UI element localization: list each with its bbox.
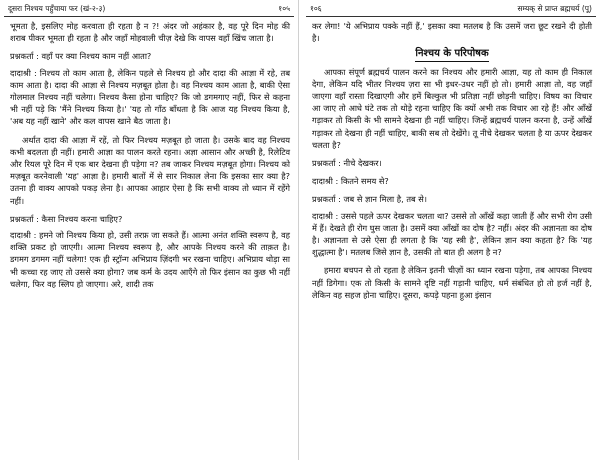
section-heading-text: निश्चय के परिपोषक xyxy=(415,48,488,61)
right-page-body xyxy=(306,17,596,301)
right-page xyxy=(306,0,596,460)
answer-paragraph: दादाश्री : उससे पहले ऊपर देखकर चलता था? उससे तो आँखें कहा जाती हैं और सभी रोग उसी में हैं। देखते ही रोग घुस जाता है। उसमें क्या आँखों का दोष है? नहीं। अंदर की अज्ञानता का दोष है। अज्ञानता से उसे ऐसा ही लगता है कि 'यह स्त्री है', लेकिन ज्ञान क्या कहता है? कि 'यह शुद्धात्मा है'। मतलब जिसे ज्ञान है, उसकी तो बात ही अलग है न? xyxy=(312,210,592,258)
paragraph: कर लेगा! 'ये अभिप्राय पक्के नहीं हैं,' इसका क्या मतलब है कि उसमें जरा छूट रखने दी होती है। xyxy=(312,21,592,44)
left-page-body xyxy=(4,17,294,290)
paragraph: भूमता है, इसलिए मोह करवाता ही रहता है न ?! अंदर जो अहंकार है, वह पूरे दिन मोह की शराब पीकर भूमता ही रहता है और जहाँ मोहवाली चीज़ देखे कि वापस वहाँ खिंच जाता है। xyxy=(10,21,290,44)
right-page-number: १०६ xyxy=(310,4,322,13)
left-header-title: दूसरा निश्चय पहुँचाया फर (खं-२-३) xyxy=(8,4,106,13)
answer-line: दादाश्री : कितने समय से? xyxy=(312,176,389,187)
right-page-header xyxy=(306,0,596,17)
answer-paragraph: दादाश्री : हमने जो निश्चय किया हो, उसी तरफ़ जा सकते हैं। आत्मा अनंत शक्ति स्वरूप है, वह शक्ति प्रकट हो जाएगी। आत्मा निश्चय स्वरूप है, और आपके निश्चय करने की ताक़त है। डगमग डगमग नहीं चलेगा! एक ही स्ट्रॉन्ग अभिप्राय ज़िंदगी भर रखना चाहिए। अभिप्राय थोड़ा सा भी कच्चा रह जाए तो उससे क्या होगा? जब कर्म के उदय आएँगे तो फिर इंसान का कुछ भी नहीं चलेगा, फिर वह स्लिप हो जाएगा। अरे, शादी तक xyxy=(10,230,290,289)
answer-paragraph: दादाश्री : निश्चय तो काम आता है, लेकिन पहले से निश्चय हो और दादा की आज्ञा में रहे, तब काम आता है। दादा की आज्ञा से निश्चय मज़बूत होता है। वह निश्चय काम आता है, बाकी ऐसा गोलमाल निश्चय नहीं चलेगा। निश्चय कैसा होना चाहिए? कि जो डगमगाए नहीं, फिर से कहना भी नहीं पड़े कि 'मैंने निश्चय किया है।' 'यह तो गाँठ बाँधता है कि आज यह निश्चय किया है, 'अब यह नहीं खाने' और कल वापस खाने बैठ जाता है। xyxy=(10,67,290,127)
left-page-header xyxy=(4,0,294,17)
question-line: प्रश्नकर्ता : वहाँ पर क्या निश्चय काम नहीं आता? xyxy=(10,51,152,62)
left-page xyxy=(4,0,294,460)
paragraph: आपका संपूर्ण ब्रह्मचर्य पालन करने का निश्चय और हमारी आज्ञा, यह तो काम ही निकाल देगा, लेकिन यदि भीतर निश्चय ज़रा सा भी इधर-उधर नहीं हो तो। हमारी आज्ञा तो, वह जहाँ जाएगा वहाँ रास्ता दिखाएगी और हमें बिल्कुल भी प्रतिज्ञा नहीं छोड़नी चाहिए। विषय का विचार आ जाए तो आधे घंटे तक तो थोड़े रहना चाहिए कि क्यों अभी तक विचार आ रहे हैं! और आँखें गड़ाकर तो किसी के भी सामने देखना ही नहीं चाहिए। जिन्हें ब्रह्मचर्य पालन करना है, उन्हें आँखें गड़ाकर तो देखना ही नहीं चाहिए, बाकी सब तो देखेंगे। तू नीचे देखकर चलता है या ऊपर देखकर चलता है? xyxy=(312,66,592,150)
paragraph: अर्थात दादा की आज्ञा में रहें, तो फिर निश्चय मज़बूत हो जाता है। उसके बाद वह निश्चय कभी बदलता ही नहीं। हमारी आज्ञा का पालन करते रहना। अज्ञा आसान और अच्छी है, रिलेटिव और रियल पूरे दिन में एक बार देखना ही पड़ेगा न? तब जाकर निश्चय मज़बूत होगा। निश्चय को मज़बूत करनेवाली 'यह' आज्ञा है। हमारी बातों में से सार निकाल लेना कि इसका सार क्या है? उतना ही वाक्य आपको पकड़ लेना है। आपका आहार ऐसा है कि सभी वाक्य तो ध्यान में रहेंगे नहीं। xyxy=(10,134,290,206)
paragraph: हमारा बचपन से तो रहता है लेकिन इतनी चीज़ों का ध्यान रखना पड़ेगा, तब आपका निश्चय नहीं डिगेगा। एक तो किसी के सामने दृष्टि नहीं गड़ानी चाहिए, धर्म संबंधित हो तो हर्ज नहीं है, लेकिन वह सहज होना चाहिए। दूसरा, कपड़े पहना हुआ इंसान xyxy=(312,265,592,300)
section-heading xyxy=(312,48,592,61)
left-page-number: १०५ xyxy=(278,4,290,13)
right-header-title: सम्यक् से प्राप्त ब्रह्मचर्य (पू) xyxy=(517,4,592,13)
question-line: प्रश्नकर्ता : नीचे देखकर। xyxy=(312,158,382,169)
question-line: प्रश्नकर्ता : जब से ज्ञान मिला है, तब से। xyxy=(312,194,427,205)
question-line: प्रश्नकर्ता : कैसा निश्चय करना चाहिए? xyxy=(10,213,123,224)
page-gutter xyxy=(298,0,299,460)
